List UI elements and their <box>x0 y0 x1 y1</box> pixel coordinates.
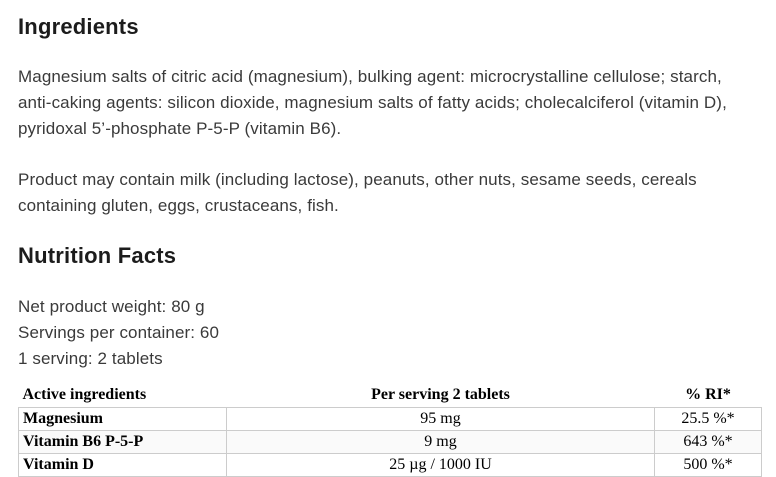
ingredient-name-cell: Vitamin B6 P-5-P <box>19 431 227 454</box>
table-row <box>19 431 762 454</box>
serving-size-line: 1 serving: 2 tablets <box>18 349 163 368</box>
column-header-percent-ri: % RI* <box>685 386 731 403</box>
nutrition-table <box>18 384 762 477</box>
ingredients-heading: Ingredients <box>18 14 139 39</box>
table-row <box>19 454 762 477</box>
per-serving-cell: 9 mg <box>227 431 655 454</box>
per-serving-cell: 95 mg <box>227 408 655 431</box>
nutrition-facts-heading: Nutrition Facts <box>18 243 177 268</box>
ingredients-composition-text: Magnesium salts of citric acid (magnesium), bulking agent: microcrystalline cellulose; starch, anti-caking agents: silicon dioxide, magnesium salts of fatty acids; cholecalciferol (vitamin D), pyridoxal 5’-phosphate P-5-P (vitamin B6). <box>18 67 727 138</box>
net-weight-line: Net product weight: 80 g <box>18 297 205 316</box>
ri-percent-cell: 25.5 %* <box>655 408 762 431</box>
ri-percent-cell: 500 %* <box>655 454 762 477</box>
per-serving-cell: 25 µg / 1000 IU <box>227 454 655 477</box>
column-header-active-ingredients: Active ingredients <box>22 386 147 403</box>
ri-percent-cell: 643 %* <box>655 431 762 454</box>
allergen-statement-text: Product may contain milk (including lactose), peanuts, other nuts, sesame seeds, cereals containing gluten, eggs, crustaceans, fish. <box>18 170 697 215</box>
servings-per-container-line: Servings per container: 60 <box>18 323 220 342</box>
ingredient-name-cell: Vitamin D <box>19 454 227 477</box>
table-row <box>19 408 762 431</box>
table-header-row <box>19 384 762 408</box>
ingredient-name-cell: Magnesium <box>19 408 227 431</box>
column-header-per-serving: Per serving 2 tablets <box>371 386 510 403</box>
